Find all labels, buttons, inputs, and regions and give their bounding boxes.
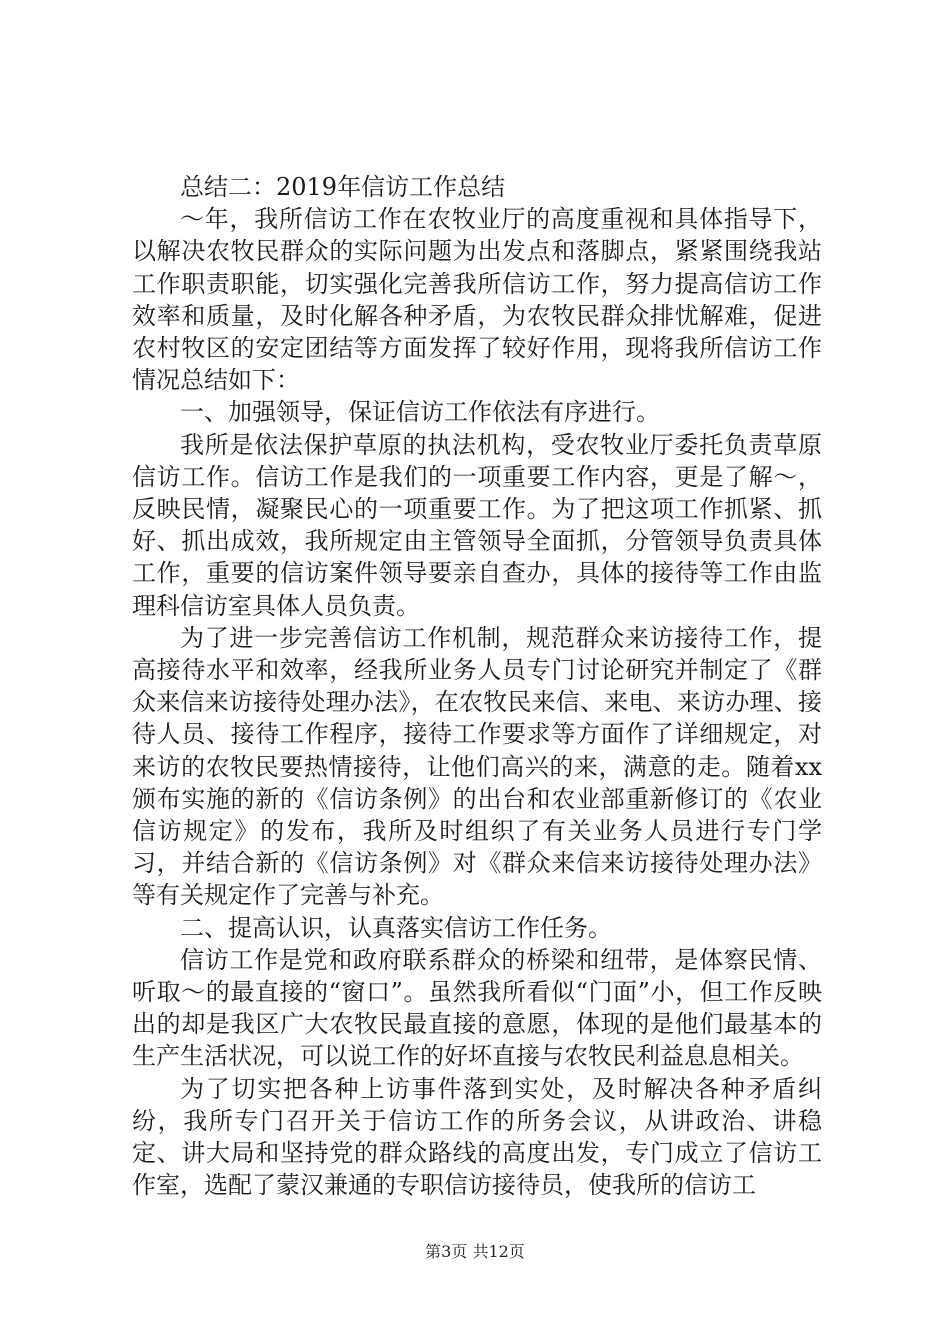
paragraph-intro: ～年，我所信访工作在农牧业厅的高度重视和具体指导下，以解决农牧民群众的实际问题为出发点和落脚点，紧紧围绕我站工作职责职能，切实强化完善我所信访工作，努力提高信访工作效率和质量，及时化解各种矛盾，为农牧民群众排忧解难，促进农村牧区的安定团结等方面发挥了较好作用，现将我所信访工作情况总结如下： [132, 205, 822, 395]
page-number-footer: 第3页 共12页 [425, 1242, 525, 1261]
paragraph-section2-a: 信访工作是党和政府联系群众的桥梁和纽带，是体察民情、听取～的最直接的“窗口”。虽然我所看似“门面”小，但工作反映出的却是我区广大农牧民最直接的意愿，体现的是他们最基本的生产生活状况，可以说工作的好坏直接与农牧民利益息息相关。 [132, 945, 822, 1071]
paragraph-section1-a: 我所是依法保护草原的执法机构，受农牧业厅委托负责草原信访工作。信访工作是我们的一项重要工作内容，更是了解～，反映民情，凝聚民心的一项重要工作。为了把这项工作抓紧、抓好、抓出成效，我所规定由主管领导全面抓，分管领导负责具体工作，重要的信访案件领导要亲自查办，具体的接待等工作由监理科信访室具体人员负责。 [132, 430, 822, 620]
section-heading-2: 二、提高认识，认真落实信访工作任务。 [180, 913, 612, 942]
paragraph-section1-b: 为了进一步完善信访工作机制，规范群众来访接待工作，提高接待水平和效率，经我所业务人员专门讨论研究并制定了《群众来信来访接待处理办法》，在农牧民来信、来电、来访办理、接待人员、接待工作程序，接待工作要求等方面作了详细规定，对来访的农牧民要热情接待，让他们高兴的来，满意的走。随着xx颁布实施的新的《信访条例》的出台和农业部重新修订的《农业信访规定》的发布，我所及时组织了有关业务人员进行专门学习，并结合新的《信访条例》对《群众来信来访接待处理办法》等有关规定作了完善与补充。 [132, 623, 822, 910]
paragraph-section2-b: 为了切实把各种上访事件落到实处，及时解决各种矛盾纠纷，我所专门召开关于信访工作的所务会议，从讲政治、讲稳定、讲大局和坚持党的群众路线的高度出发，专门成立了信访工作室，选配了蒙汉兼通的专职信访接待员，使我所的信访工 [132, 1074, 822, 1200]
paragraph-heading: 总结二：2019年信访工作总结 [180, 173, 506, 201]
section-heading-1: 一、加强领导，保证信访工作依法有序进行。 [180, 398, 660, 427]
document-body [132, 171, 822, 1202]
